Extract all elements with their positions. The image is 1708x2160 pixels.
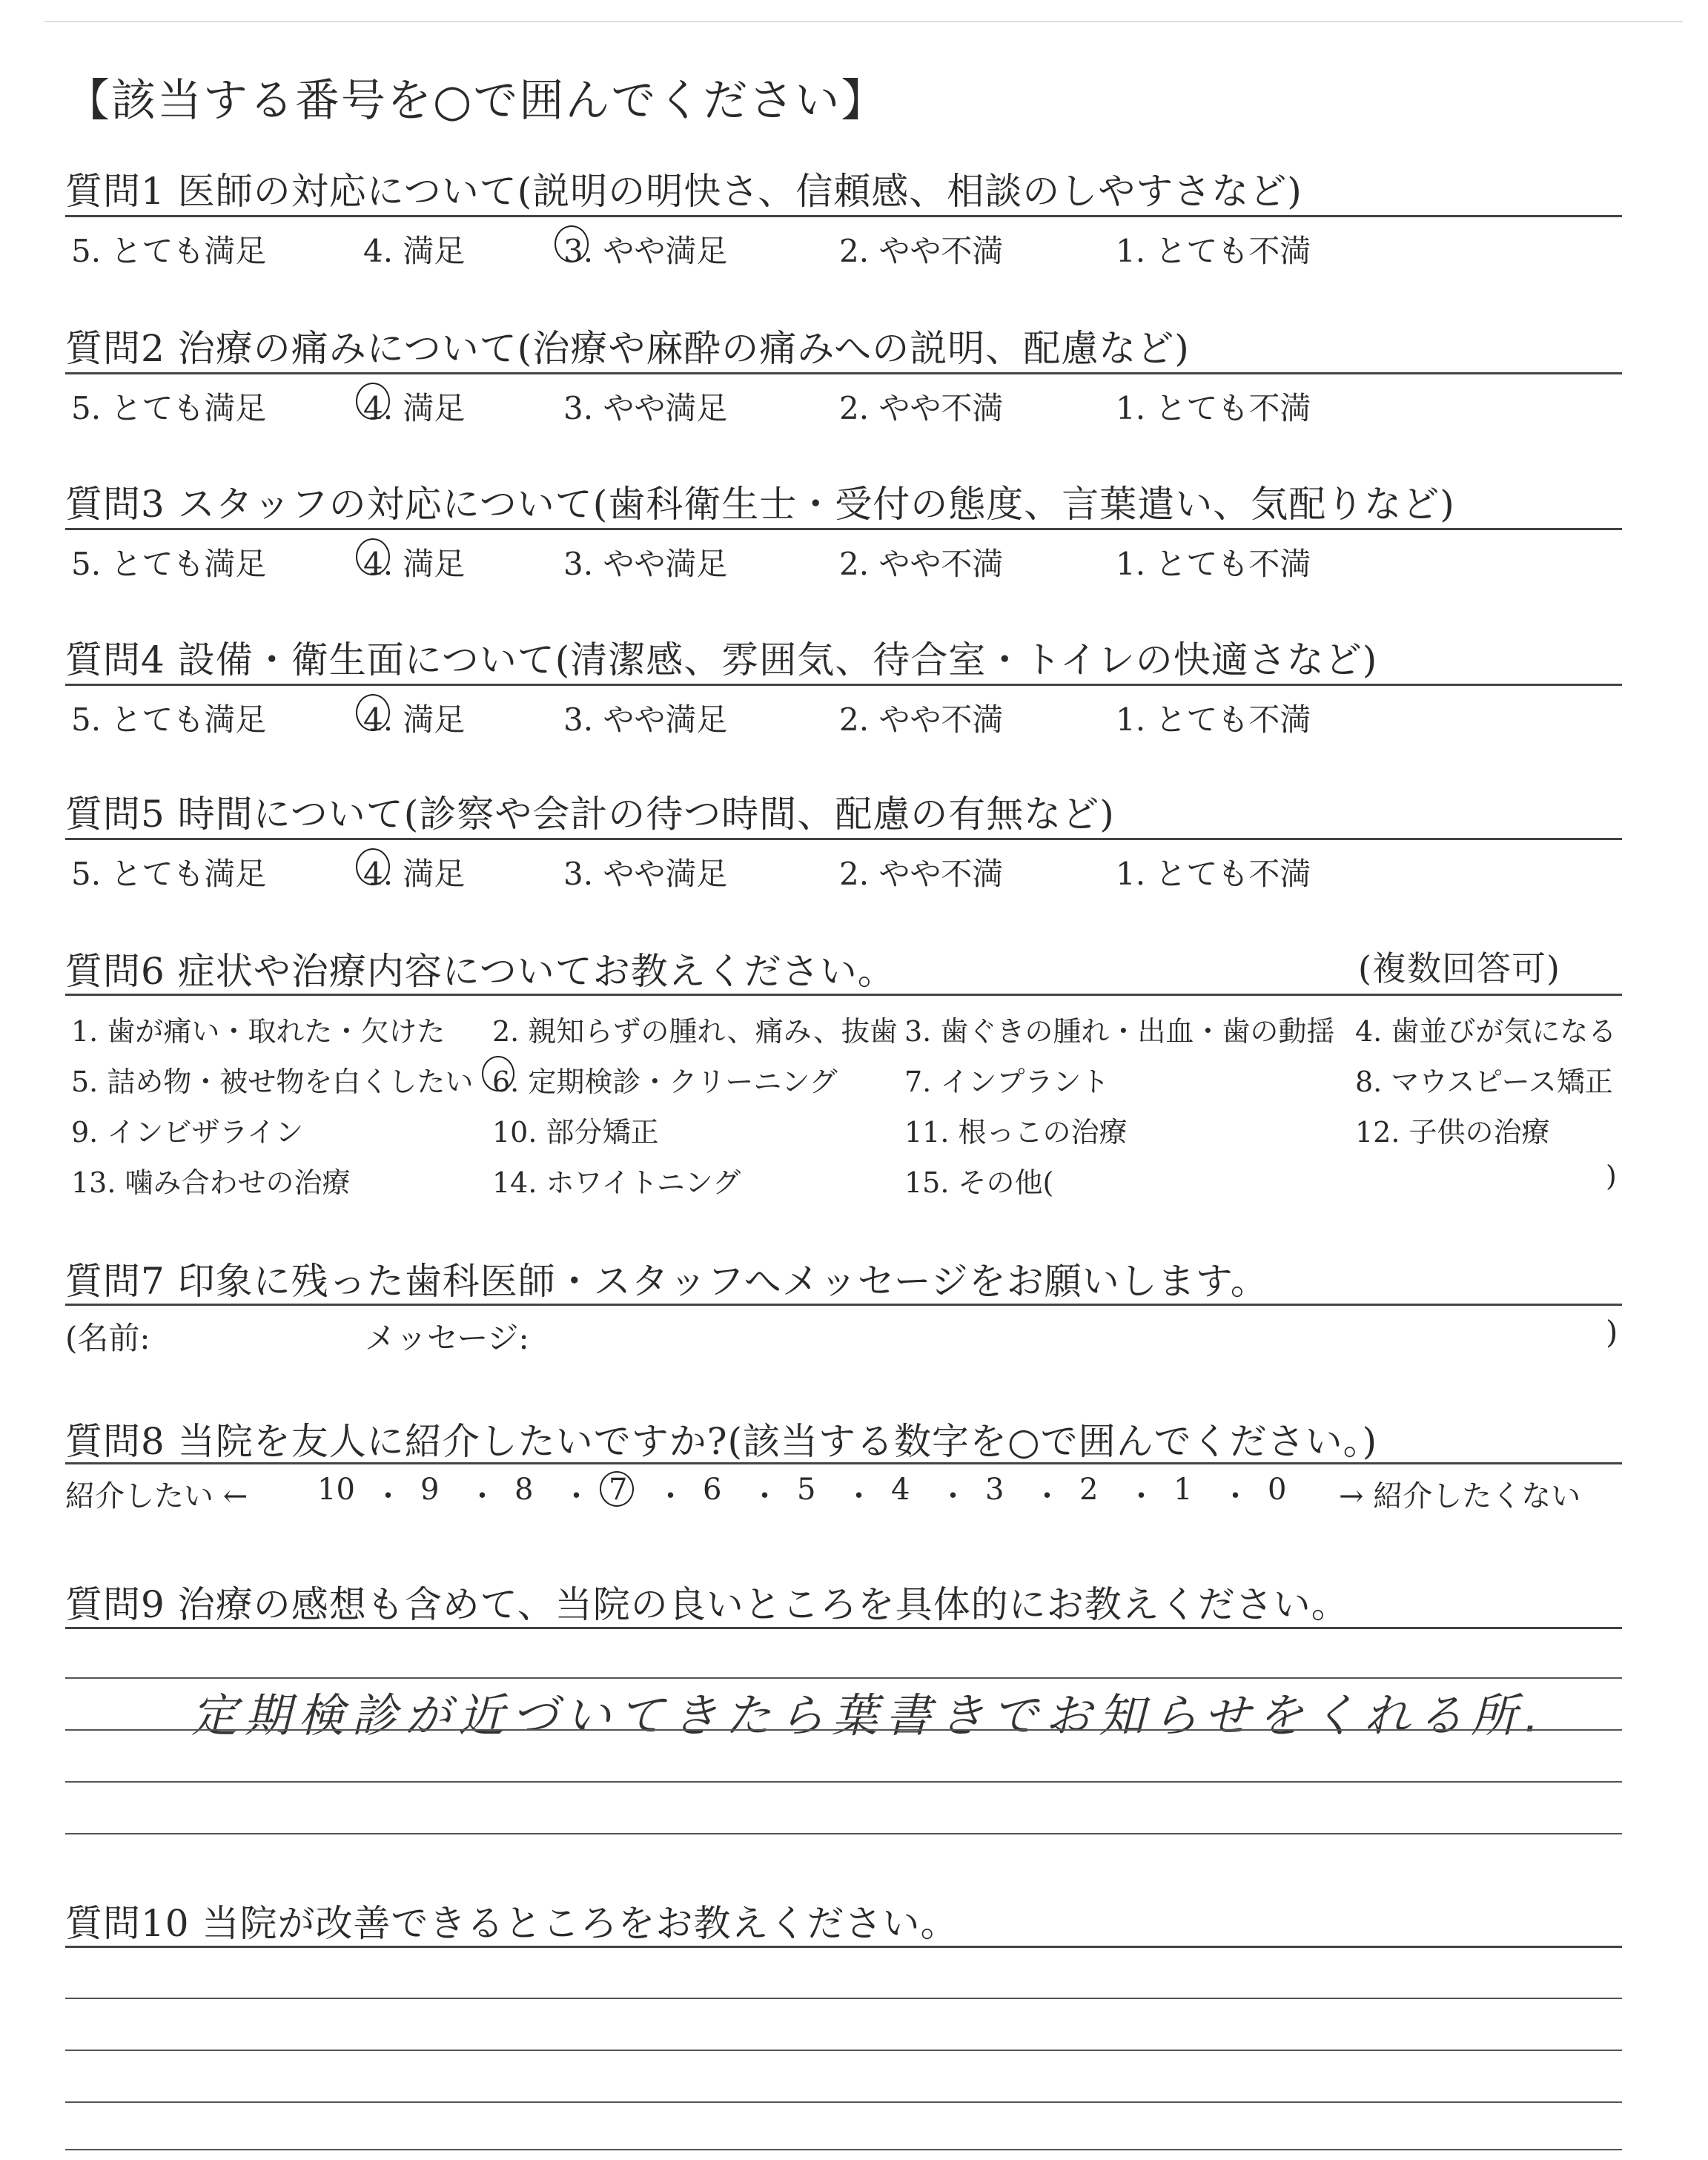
q4-option-1[interactable]: 1. とても不満 [1116, 701, 1311, 738]
q1-option-5[interactable]: 5. とても満足 [71, 233, 267, 269]
q1-selection-circle [555, 225, 589, 262]
q3-option-2[interactable]: 2. やや不満 [839, 546, 1004, 582]
q8-scale-6[interactable]: 6 [703, 1473, 722, 1507]
q1-option-4[interactable]: 4. 満足 [363, 233, 466, 269]
q8-selection-circle [600, 1471, 634, 1507]
question-6-rule [65, 994, 1622, 996]
question-9-label: 質問9 治療の感想も含めて、当院の良いところを具体的にお教えください。 [65, 1583, 1349, 1626]
question-4-label: 質問4 設備・衛生面について(清潔感、雰囲気、待合室・トイレの快適さなど) [65, 638, 1378, 681]
question-7-label: 質問7 印象に残った歯科医師・スタッフへメッセージをお願いします。 [65, 1260, 1268, 1303]
q4-option-3[interactable]: 3. やや満足 [563, 701, 728, 738]
q6-option-12[interactable]: 12. 子供の治療 [1355, 1116, 1550, 1149]
q8-scale-separator: ・ [1032, 1479, 1062, 1513]
q5-option-2[interactable]: 2. やや不満 [839, 856, 1004, 892]
q10-answer-line-4 [65, 2149, 1622, 2150]
q2-option-3[interactable]: 3. やや満足 [563, 390, 728, 426]
q2-option-5[interactable]: 5. とても満足 [71, 390, 267, 426]
q9-answer-line-4 [65, 1833, 1622, 1834]
q1-option-2[interactable]: 2. やや不満 [839, 233, 1004, 269]
q9-answer-line-2 [65, 1729, 1622, 1731]
question-2-rule [65, 372, 1622, 374]
question-9-rule [65, 1627, 1622, 1629]
q5-option-1[interactable]: 1. とても不満 [1116, 856, 1311, 892]
q3-option-5[interactable]: 5. とても満足 [71, 546, 267, 582]
question-3-label: 質問3 スタッフの対応について(歯科衛生士・受付の態度、言葉遣い、気配りなど) [65, 483, 1455, 526]
q5-selection-circle [356, 848, 390, 885]
q8-scale-8[interactable]: 8 [514, 1473, 534, 1507]
q2-selection-circle [356, 383, 390, 420]
question-2-label: 質問2 治療の痛みについて(治療や麻酔の痛みへの説明、配慮など) [65, 327, 1190, 370]
q10-answer-line-3 [65, 2101, 1622, 2103]
q6-other-close: ) [1606, 1160, 1617, 1192]
q1-option-3[interactable]: 3. やや満足 [563, 233, 728, 269]
question-4-rule [65, 684, 1622, 686]
q4-option-2[interactable]: 2. やや不満 [839, 701, 1004, 738]
q8-scale-separator: ・ [938, 1479, 968, 1513]
question-6-label: 質問6 症状や治療内容についてお教えください。 [65, 950, 896, 993]
q8-scale-separator: ・ [1220, 1479, 1251, 1513]
question-10-label: 質問10 当院が改善できるところをお教えください。 [65, 1902, 959, 1945]
q8-scale-9[interactable]: 9 [420, 1473, 440, 1507]
question-5-rule [65, 838, 1622, 840]
q1-option-1[interactable]: 1. とても不満 [1116, 233, 1311, 269]
q6-selection-circle [482, 1056, 514, 1091]
q2-option-2[interactable]: 2. やや不満 [839, 390, 1004, 426]
q8-scale-separator: ・ [749, 1479, 780, 1513]
q8-scale-4[interactable]: 4 [891, 1473, 910, 1507]
q6-option-11[interactable]: 11. 根っこの治療 [904, 1116, 1128, 1149]
q8-scale-2[interactable]: 2 [1079, 1473, 1099, 1507]
question-1-label: 質問1 医師の対応について(説明の明快さ、信頼感、相談のしやすさなど) [65, 170, 1302, 213]
question-5-label: 質問5 時間について(診察や会計の待つ時間、配慮の有無など) [65, 793, 1115, 836]
q6-option-3[interactable]: 3. 歯ぐきの腫れ・出血・歯の動揺 [904, 1015, 1335, 1048]
q5-option-4[interactable]: 4. 満足 [363, 856, 466, 892]
question-1-rule [65, 215, 1622, 217]
q6-option-15[interactable]: 15. その他( [904, 1166, 1054, 1199]
q7-name-label: (名前: [65, 1320, 150, 1356]
q6-option-6[interactable]: 6. 定期検診・クリーニング [492, 1066, 838, 1098]
q6-option-4[interactable]: 4. 歯並びが気になる [1355, 1015, 1617, 1048]
q7-message-label: メッセージ: [365, 1320, 529, 1356]
question-8-rule [65, 1462, 1622, 1464]
q6-option-5[interactable]: 5. 詰め物・被せ物を白くしたい [71, 1066, 474, 1098]
q8-right-label: → 紹介したくない [1339, 1479, 1581, 1513]
q6-option-10[interactable]: 10. 部分矯正 [492, 1116, 659, 1149]
q4-selection-circle [356, 694, 390, 731]
q8-scale-10[interactable]: 10 [317, 1473, 355, 1507]
q8-scale-separator: ・ [561, 1479, 592, 1513]
question-3-rule [65, 528, 1622, 530]
q8-scale-5[interactable]: 5 [797, 1473, 816, 1507]
q9-answer-line-3 [65, 1781, 1622, 1783]
q6-option-13[interactable]: 13. 噛み合わせの治療 [71, 1166, 351, 1199]
q8-scale-7[interactable]: 7 [609, 1473, 628, 1507]
q6-option-8[interactable]: 8. マウスピース矯正 [1355, 1066, 1613, 1098]
q3-option-1[interactable]: 1. とても不満 [1116, 546, 1311, 582]
page-title: 【該当する番号を○で囲んでください】 [65, 75, 887, 127]
q8-scale-separator: ・ [467, 1479, 497, 1513]
q8-scale-separator: ・ [1126, 1479, 1156, 1513]
q5-option-3[interactable]: 3. やや満足 [563, 856, 728, 892]
scan-top-edge [44, 21, 1683, 22]
q3-option-4[interactable]: 4. 満足 [363, 546, 466, 582]
q8-scale-separator: ・ [655, 1479, 686, 1513]
q5-option-5[interactable]: 5. とても満足 [71, 856, 267, 892]
q10-answer-line-1 [65, 1998, 1622, 1999]
q10-answer-line-2 [65, 2050, 1622, 2051]
q6-option-9[interactable]: 9. インビザライン [71, 1116, 304, 1149]
q8-scale-separator: ・ [373, 1479, 403, 1513]
q2-option-1[interactable]: 1. とても不満 [1116, 390, 1311, 426]
question-10-rule [65, 1946, 1622, 1948]
question-7-rule [65, 1304, 1622, 1306]
q7-close: ) [1606, 1314, 1618, 1350]
q3-option-3[interactable]: 3. やや満足 [563, 546, 728, 582]
question-8-label: 質問8 当院を友人に紹介したいですか?(該当する数字を○で囲んでください。) [65, 1420, 1378, 1463]
q6-option-2[interactable]: 2. 親知らずの腫れ、痛み、抜歯 [492, 1015, 898, 1048]
q4-option-5[interactable]: 5. とても満足 [71, 701, 267, 738]
q8-scale-1[interactable]: 1 [1174, 1473, 1193, 1507]
q3-selection-circle [356, 538, 390, 575]
q6-option-7[interactable]: 7. インプラント [904, 1066, 1110, 1098]
q6-option-1[interactable]: 1. 歯が痛い・取れた・欠けた [71, 1015, 446, 1048]
q6-option-14[interactable]: 14. ホワイトニング [492, 1166, 741, 1199]
q8-left-label: 紹介したい ← [65, 1479, 248, 1513]
q8-scale-separator: ・ [844, 1479, 874, 1513]
q8-scale-3[interactable]: 3 [985, 1473, 1004, 1507]
question-6-note: (複数回答可) [1358, 948, 1560, 988]
q2-option-4[interactable]: 4. 満足 [363, 390, 466, 426]
q9-handwritten-answer: 定期検診が近づいてきたら葉書きでお知らせをくれる所. [191, 1688, 1546, 1743]
q4-option-4[interactable]: 4. 満足 [363, 701, 466, 738]
q8-scale-0[interactable]: 0 [1268, 1473, 1287, 1507]
